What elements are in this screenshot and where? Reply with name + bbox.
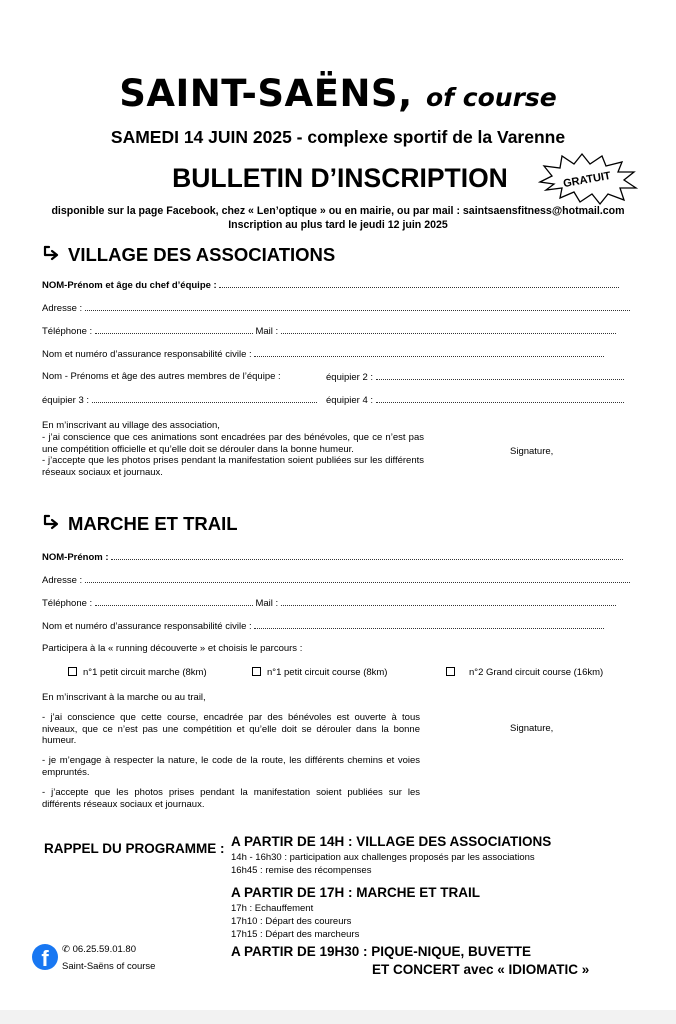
- pointing-arrow-icon: [42, 245, 64, 263]
- chef-field[interactable]: [42, 278, 632, 292]
- title-main: SAINT-SAËNS,: [119, 72, 413, 115]
- page-footer-bar: [0, 1010, 676, 1024]
- marche-telephone-dots[interactable]: [95, 596, 253, 606]
- checkbox-marche-8km[interactable]: [68, 667, 77, 676]
- marche-para-1: - j’ai conscience que cette course, encadrée par des bénévoles est ouverte à tous niveaux, que ce n’est pas une compétition et qu’elle doit se dérouler dans la bonne humeur.: [42, 711, 420, 747]
- equipier3-label: équipier 3 :: [42, 395, 90, 406]
- equipier3-field[interactable]: [42, 393, 317, 407]
- assurance-field[interactable]: [42, 347, 604, 361]
- village-signature: Signature,: [510, 446, 554, 457]
- page-title: [0, 72, 676, 120]
- adresse-dots[interactable]: [85, 301, 630, 311]
- programme-block3-title: A PARTIR DE 19H30 : PIQUE-NIQUE, BUVETTE: [231, 944, 532, 959]
- contact-phone-number: 06.25.59.01.80: [72, 944, 137, 955]
- marche-intro: En m’inscrivant à la marche ou au trail,: [42, 692, 206, 703]
- marche-para-3: - j’accepte que les photos prises pendant la manifestation soient publiées sur les différents réseaux sociaux et journaux.: [42, 786, 420, 810]
- marche-nom-field[interactable]: [42, 550, 623, 564]
- adresse-label: Adresse :: [42, 303, 83, 314]
- marche-nom-label: NOM-Prénom :: [42, 552, 109, 563]
- title-sub: of course: [426, 83, 557, 112]
- info-line-2: Inscription au plus tard le jeudi 12 juin 2025: [228, 219, 448, 231]
- bulletin-title: BULLETIN D’INSCRIPTION: [172, 163, 508, 193]
- mail-dots[interactable]: [281, 324, 616, 334]
- programme-block1-line2: 16h45 : remise des récompenses: [231, 865, 372, 876]
- equipier2-label: équipier 2 :: [326, 372, 374, 383]
- mail-label: Mail :: [255, 326, 279, 337]
- option-marche-8km[interactable]: [68, 666, 207, 679]
- marche-nom-dots[interactable]: [111, 550, 623, 560]
- facebook-icon: f: [32, 944, 58, 970]
- section-marche-title: MARCHE ET TRAIL: [68, 513, 238, 534]
- chef-label: NOM-Prénom et âge du chef d’équipe :: [42, 280, 217, 291]
- option-course16-label: n°2 Grand circuit course (16km): [469, 667, 604, 678]
- info-line-1: disponible sur la page Facebook, chez « Len’optique » ou en mairie, ou par mail : saintsaensfitness@hotmail.com: [51, 205, 625, 217]
- chef-dots[interactable]: [219, 278, 619, 288]
- equipier4-label: équipier 4 :: [326, 395, 374, 406]
- option-course-8km[interactable]: [252, 666, 387, 679]
- adresse-field[interactable]: [42, 301, 630, 315]
- equipier4-field[interactable]: [326, 393, 624, 407]
- gratuit-burst-icon: [534, 150, 640, 206]
- marche-assurance-label: Nom et numéro d’assurance responsabilité civile :: [42, 621, 252, 632]
- telephone-label: Téléphone :: [42, 326, 93, 337]
- option-course8-label: n°1 petit circuit course (8km): [267, 667, 388, 678]
- marche-telephone-field[interactable]: [42, 596, 616, 610]
- event-date: SAMEDI 14 JUIN 2025 - complexe sportif de la Varenne: [110, 127, 566, 147]
- marche-para-2: - je m’engage à respecter la nature, le code de la route, les différents chemins et voies empruntés.: [42, 755, 420, 778]
- programme-block2-line1: 17h : Echauffement: [231, 903, 314, 914]
- assurance-dots[interactable]: [254, 347, 604, 357]
- assurance-label: Nom et numéro d’assurance responsabilité civile :: [42, 349, 252, 360]
- equipier4-dots[interactable]: [376, 393, 624, 403]
- programme-block2-line2: 17h10 : Départ des coureurs: [231, 916, 352, 927]
- checkbox-course-8km[interactable]: [252, 667, 261, 676]
- marche-signature: Signature,: [510, 723, 554, 734]
- section-village-heading: [42, 243, 335, 267]
- programme-block1-line1: 14h - 16h30 : participation aux challenges proposés par les associations: [231, 852, 535, 863]
- programme-block3-title2: ET CONCERT avec « IDIOMATIC »: [372, 962, 590, 977]
- marche-telephone-label: Téléphone :: [42, 598, 93, 609]
- village-intro: En m’inscrivant au village des association,: [42, 420, 220, 431]
- section-village-title: VILLAGE DES ASSOCIATIONS: [68, 244, 336, 265]
- programme-block2-line3: 17h15 : Départ des marcheurs: [231, 929, 360, 940]
- pointing-arrow-icon: [42, 514, 64, 532]
- checkbox-course-16km[interactable]: [446, 667, 455, 676]
- marche-assurance-dots[interactable]: [254, 619, 604, 629]
- participera-text: Participera à la « running découverte » et choisis le parcours :: [42, 643, 303, 654]
- marche-mail-label: Mail :: [255, 598, 279, 609]
- section-marche-heading: [42, 512, 238, 536]
- village-para-2: - j’accepte que les photos prises pendant la manifestation soient publiées sur les différents réseaux sociaux et journaux.: [42, 455, 424, 479]
- programme-block2-title: A PARTIR DE 17H : MARCHE ET TRAIL: [231, 885, 481, 900]
- marche-mail-dots[interactable]: [281, 596, 616, 606]
- equipier2-field[interactable]: [326, 370, 624, 384]
- village-conditions: [42, 420, 424, 479]
- option-course-16km[interactable]: [446, 666, 603, 679]
- autres-label: Nom - Prénoms et âge des autres membres de l’équipe :: [42, 371, 281, 382]
- autres-membres-field: [42, 370, 281, 383]
- programme-label: RAPPEL DU PROGRAMME :: [44, 841, 225, 856]
- marche-assurance-field[interactable]: [42, 619, 604, 633]
- marche-adresse-field[interactable]: [42, 573, 630, 587]
- village-para-1: - j’ai conscience que ces animations sont encadrées par des bénévoles, que ce n’est pas une compétition officielle et qu’elle doit se dérouler dans la bonne humeur.: [42, 431, 424, 455]
- marche-adresse-dots[interactable]: [85, 573, 630, 583]
- telephone-dots[interactable]: [95, 324, 253, 334]
- phone-icon: ✆: [62, 944, 70, 955]
- marche-adresse-label: Adresse :: [42, 575, 83, 586]
- contact-phone: [62, 943, 136, 956]
- contact-facebook-name: Saint-Saëns of course: [62, 961, 156, 972]
- equipier2-dots[interactable]: [376, 370, 624, 380]
- equipier3-dots[interactable]: [92, 393, 317, 403]
- gratuit-label: GRATUIT: [562, 169, 612, 191]
- marche-conditions: [42, 692, 420, 810]
- telephone-field[interactable]: [42, 324, 616, 338]
- option-marche-label: n°1 petit circuit marche (8km): [83, 667, 207, 678]
- programme-block1-title: A PARTIR DE 14H : VILLAGE DES ASSOCIATIONS: [231, 834, 552, 849]
